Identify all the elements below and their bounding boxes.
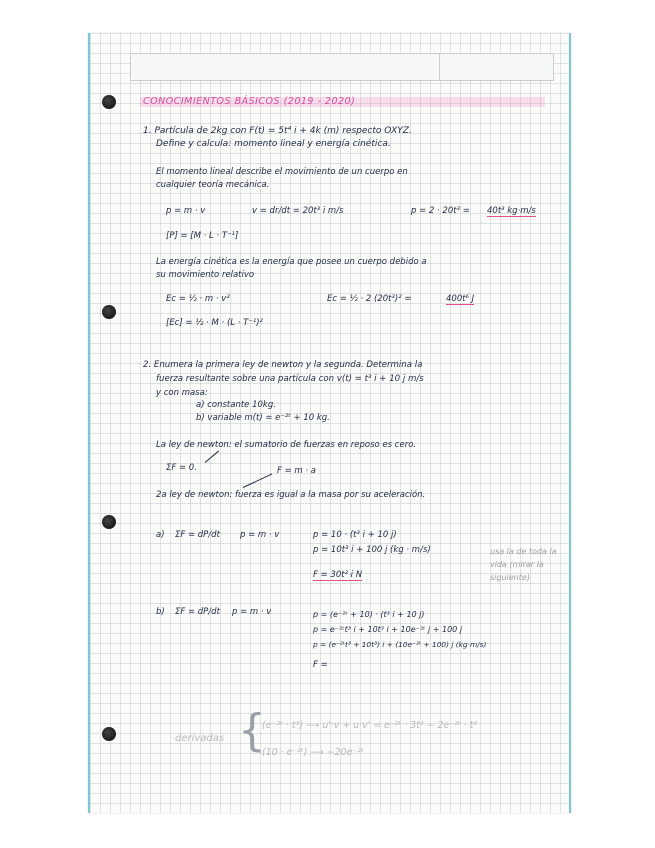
q2-case-b: b) variable m(t) = e⁻²ᵗ + 10 kg. [196, 413, 330, 423]
punch-hole [102, 95, 116, 109]
part-a-sum: ΣF = dP/dt [175, 530, 220, 540]
momento-def-2: cualquier teoría mecánica. [156, 180, 270, 190]
part-a-line-2: p = 10t³ i + 100 j (kg · m/s) [313, 545, 431, 555]
p-result: 40t³ kg·m/s [487, 206, 536, 216]
part-b-line-4: F = [313, 660, 328, 670]
punch-hole [102, 305, 116, 319]
part-b-label: b) [156, 607, 165, 617]
part-b-line-3: p = (e⁻²ᵗt³ + 10t³) i + (10e⁻²ᵗ + 100) j (kg·m/s) [313, 640, 487, 649]
header-boxes [130, 53, 554, 81]
ec-calc: Ec = ½ · 2 (20t³)² = [327, 294, 412, 304]
part-a-label: a) [156, 530, 165, 540]
first-law-eq: ΣF = 0. [166, 463, 197, 473]
punch-hole [102, 727, 116, 741]
notebook-page [88, 33, 571, 813]
q2-statement-2: fuerza resultante sobre una partícula con v(t) = t³ i + 10 j m/s [156, 374, 424, 384]
p-dimension: [P] = [M · L · T⁻¹] [166, 231, 239, 241]
page-title: CONOCIMIENTOS BÁSICOS (2019 - 2020) [143, 96, 356, 107]
q2-case-a: a) constante 10kg. [196, 400, 276, 410]
v-formula: v = dr/dt = 20t³ i m/s [252, 206, 344, 216]
header-divider [439, 54, 440, 80]
ec-formula: Ec = ½ · m · v² [166, 294, 230, 304]
derivadas-line-2: (10 · e⁻²ᵗ) ⟶ −20e⁻²ᵗ [262, 747, 364, 758]
part-a-result: F = 30t² i N [313, 570, 363, 580]
ec-result: 400t⁶ J [446, 294, 475, 304]
q2-statement-1: 2. Enumera la primera ley de newton y la segunda. Determina la [143, 360, 423, 370]
side-note: usa la de toda la vida (mirar la siguiente) [490, 547, 557, 582]
derivadas-line-1: (e⁻²ᵗ · t³) ⟶ u'·v + u·v' = e⁻²ᵗ · 3t² − 2e⁻²ᵗ · t³ [262, 720, 478, 731]
first-law: La ley de newton: el sumatorio de fuerzas en reposo es cero. [156, 440, 417, 450]
second-law: 2a ley de newton: fuerza es igual a la masa por su aceleración. [156, 490, 426, 500]
derivadas-label: derivadas [175, 733, 225, 744]
part-b-p: p = m · v [232, 607, 272, 617]
part-b-sum: ΣF = dP/dt [175, 607, 220, 617]
punch-hole [102, 515, 116, 529]
brace-icon: { [238, 705, 266, 756]
ec-def-1: La energía cinética es la energía que posee un cuerpo debido a [156, 257, 427, 267]
q2-statement-3: y con masa: [156, 388, 208, 398]
momento-def-1: El momento lineal describe el movimiento de un cuerpo en [156, 167, 408, 177]
q1-statement-2: Define y calcula: momento lineal y energía cinética. [156, 139, 391, 149]
second-law-eq: F = m · a [277, 466, 317, 476]
ec-def-2: su movimiento relativo [156, 270, 255, 280]
p-formula: p = m · v [166, 206, 206, 216]
p-result-calc: p = 2 · 20t³ = [411, 206, 470, 216]
ec-dimension: [Ec] = ½ · M · (L · T⁻¹)² [166, 318, 263, 328]
part-a-p: p = m · v [240, 530, 280, 540]
part-b-line-2: p = e⁻²ᵗt³ i + 10t³ i + 10e⁻²ᵗ j + 100 j [313, 625, 463, 634]
part-a-line-1: p = 10 · (t³ i + 10 j) [313, 530, 397, 540]
part-b-line-1: p = (e⁻²ᵗ + 10) · (t³ i + 10 j) [313, 610, 425, 619]
q1-statement-1: 1. Partícula de 2kg con F(t) = 5t⁴ i + 4k (m) respecto OXYZ. [143, 126, 412, 136]
